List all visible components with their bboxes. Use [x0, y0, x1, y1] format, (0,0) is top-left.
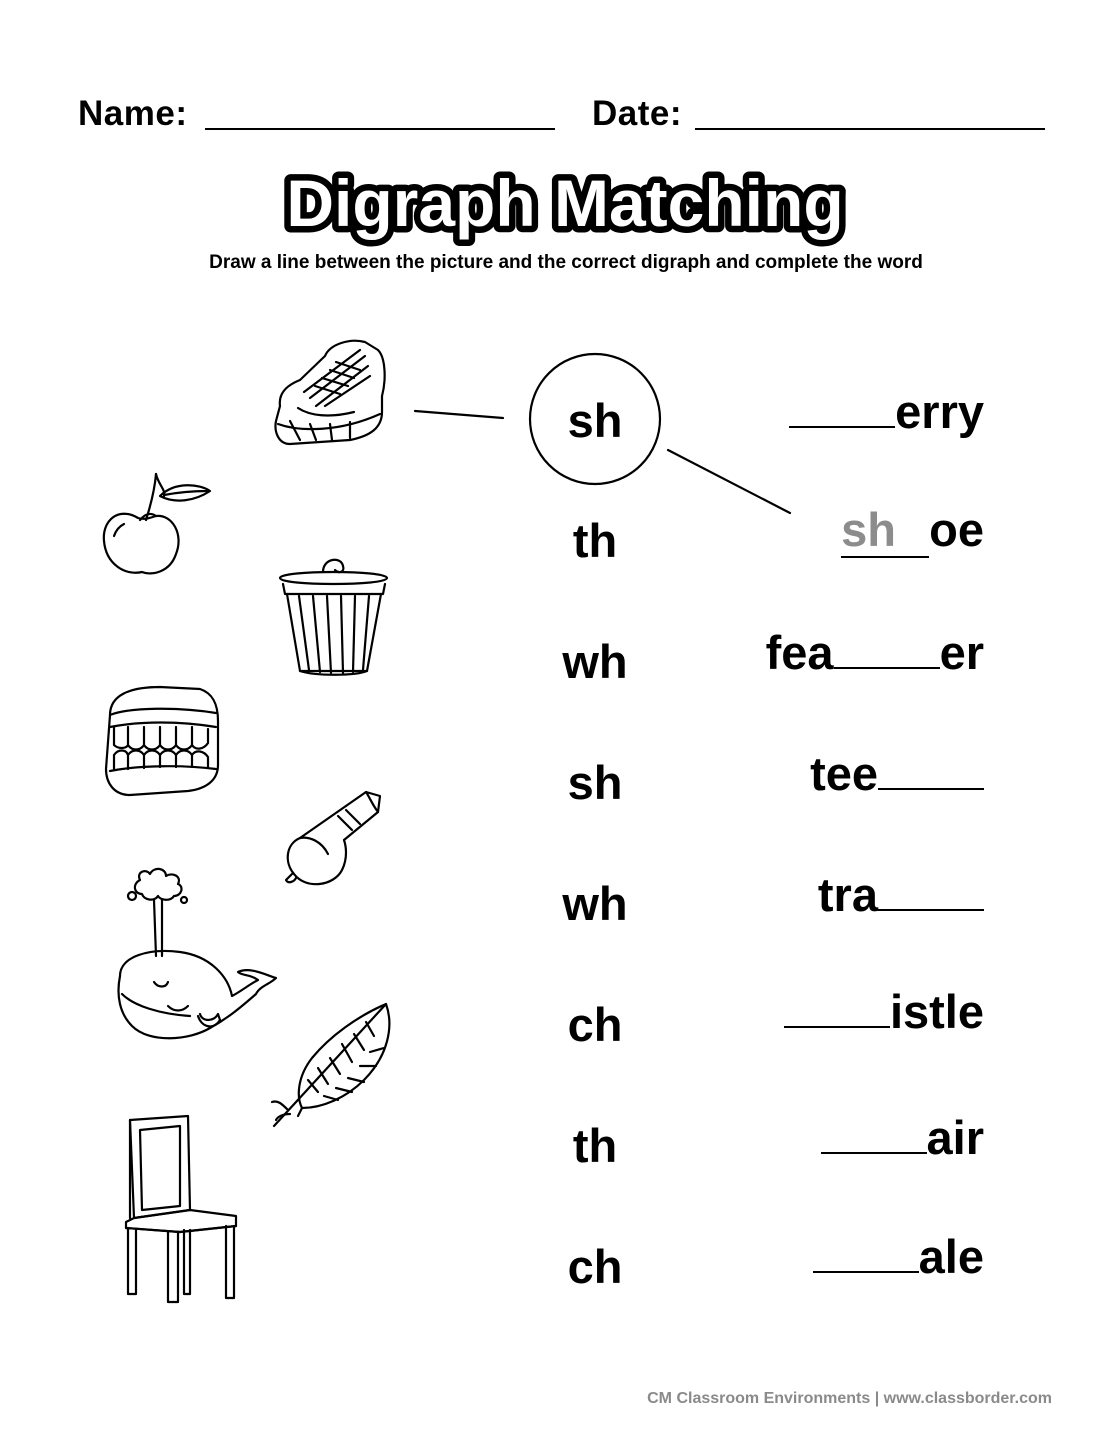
chair-icon[interactable]	[124, 1114, 244, 1309]
word-istle: istle	[784, 986, 984, 1038]
digraph-ch-1[interactable]: ch	[567, 998, 623, 1051]
feather-icon[interactable]	[268, 996, 398, 1131]
digraph-th-2[interactable]: th	[572, 1119, 618, 1172]
word-air: air	[821, 1112, 985, 1164]
title-text: Digraph Matching	[286, 166, 844, 240]
whale-icon[interactable]	[110, 866, 280, 1051]
word-shoe: sh oe	[841, 503, 984, 556]
word-tee: tee	[810, 748, 984, 800]
instructions: Draw a line between the picture and the correct digraph and complete the word	[209, 252, 923, 273]
word-blank[interactable]	[821, 1152, 927, 1154]
cherry-icon[interactable]	[100, 466, 215, 581]
teeth-icon[interactable]	[100, 685, 225, 800]
word-blank[interactable]	[813, 1271, 919, 1273]
word-filled-answer[interactable]: sh	[841, 504, 929, 558]
word-blank[interactable]	[878, 788, 984, 790]
whistle-icon[interactable]	[282, 786, 387, 891]
word-ale: ale	[813, 1231, 984, 1283]
word-blank[interactable]	[834, 667, 940, 669]
name-label: Name:	[78, 94, 188, 133]
trash-can-icon[interactable]	[275, 556, 395, 681]
word-blank[interactable]	[878, 909, 984, 911]
footer-credit: CM Classroom Environments | www.classborder.com	[647, 1390, 1052, 1407]
digraph-sh-1[interactable]: sh	[567, 394, 623, 447]
word-fea-er: fea er	[765, 626, 984, 679]
word-tra: tra	[818, 869, 984, 921]
word-erry: erry	[789, 386, 984, 438]
digraph-wh-2[interactable]: wh	[562, 877, 628, 930]
word-blank[interactable]	[784, 1026, 890, 1028]
digraph-th-1[interactable]: th	[572, 514, 618, 567]
shoe-icon[interactable]	[270, 336, 390, 451]
date-label: Date:	[592, 94, 683, 133]
digraph-sh-2[interactable]: sh	[567, 756, 623, 809]
digraph-wh-1[interactable]: wh	[562, 635, 628, 688]
word-blank[interactable]	[789, 426, 895, 428]
digraph-ch-2[interactable]: ch	[567, 1240, 623, 1293]
